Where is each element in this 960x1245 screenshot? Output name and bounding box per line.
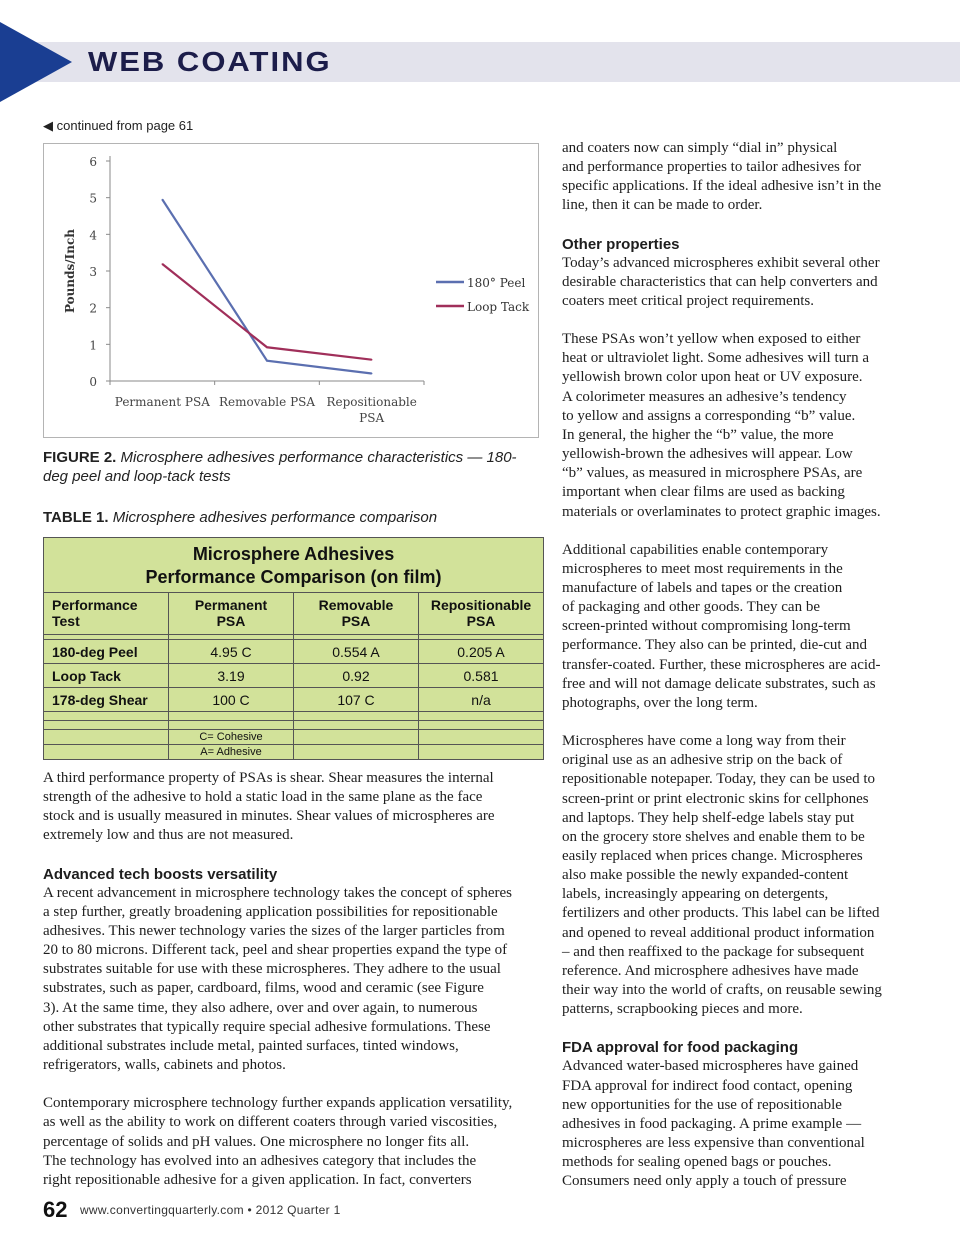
table-caption <box>43 509 437 526</box>
figure-caption <box>43 448 538 486</box>
text-line: Contemporary microsphere technology further expands application versatility, <box>43 1095 513 1112</box>
left-triangle-icon: ◀ <box>43 118 53 133</box>
page-number: 62 <box>43 1197 68 1222</box>
text-line: photographs, over the long term. <box>562 694 758 711</box>
table-cell: 100 C <box>169 688 294 712</box>
section-heading: Other properties <box>562 235 680 253</box>
text-line: A third performance property of PSAs is shear. Shear measures the internal <box>43 770 494 786</box>
text-line: extremely low and thus are not measured. <box>43 827 294 844</box>
table-note: C= Cohesive <box>169 730 294 745</box>
table-caption-text: Microsphere adhesives performance comparison <box>112 509 438 526</box>
paragraph <box>43 1094 543 1190</box>
text-line: FDA approval for indirect food contact, opening <box>562 1077 853 1094</box>
text-line: to yellow and assigns a corresponding “b” value. <box>562 407 856 424</box>
text-line: Microspheres have come a long way from their <box>562 733 846 750</box>
table-row <box>44 664 544 688</box>
table-title-line2: Performance Comparison (on film) <box>145 567 442 587</box>
line-chart <box>44 144 538 437</box>
text-line: and coaters now can simply “dial in” physical <box>562 140 838 156</box>
text-line: patterns, scrapbooking pieces and more. <box>562 1001 803 1018</box>
text-line: of packaging and other goods. They can be <box>562 599 820 616</box>
text-line: The technology has evolved into an adhesives category that includes the <box>43 1152 477 1169</box>
text-line: and performance properties to tailor adhesives for <box>562 159 862 176</box>
text-line: easily replaced when prices change. Microspheres <box>562 848 863 864</box>
legend-label: 180° Peel <box>467 276 526 290</box>
table-note: A= Adhesive <box>169 745 294 760</box>
text-line: These PSAs won’t yellow when exposed to either <box>562 331 861 348</box>
table-cell: Loop Tack <box>44 664 169 688</box>
text-line: also make possible the newly expanded-content <box>562 867 849 884</box>
text-line: their way into the world of crafts, on reusable sewing <box>562 982 882 999</box>
paragraph <box>43 769 543 846</box>
table-title <box>44 538 544 593</box>
text-line: transfer-coated. Further, these microspheres are acid- <box>562 656 881 673</box>
text-line: performance. They also can be printed, die-cut and <box>562 637 868 654</box>
data-point <box>162 263 164 265</box>
text-line: original use as an adhesive strip on the back of <box>562 752 843 769</box>
text-line: additional substrates include metal, painted surfaces, tinted windows, <box>43 1037 459 1054</box>
text-line: “b” values, as measured in microsphere PSAs, are <box>562 465 863 482</box>
text-line: methods for sealing opened bags or pouches. <box>562 1154 832 1171</box>
data-point <box>266 346 268 348</box>
figure-caption-text: Microsphere adhesives performance characteristics — 180-deg peel and loop-tack tests <box>43 449 517 485</box>
paragraph <box>562 139 907 216</box>
right-column <box>562 139 907 1192</box>
table-cell: 0.581 <box>419 664 544 688</box>
text-line: line, then it can be made to order. <box>562 197 763 214</box>
figure-chart <box>43 143 539 438</box>
table-header-row <box>44 593 544 635</box>
text-line: free and will not damage delicate substrates, such as <box>562 675 876 692</box>
text-line: repositionable notepaper. Today, they can be used to <box>562 771 876 788</box>
series-line-looptack <box>162 264 371 360</box>
paragraph <box>562 330 907 522</box>
text-line: adhesives. This newer technology varies the sizes of the larger particles from <box>43 922 505 939</box>
text-line: percentage of solids and pH values. One microsphere no longer fits all. <box>43 1133 470 1150</box>
table-cell: 180-deg Peel <box>44 640 169 664</box>
table-cell: 0.554 A <box>294 640 419 664</box>
footer-info: www.convertingquarterly.com • 2012 Quarter 1 <box>79 1203 341 1217</box>
text-line: screen-printed without compromising long-term <box>562 618 851 635</box>
page-footer <box>43 1197 341 1223</box>
text-line: important when clear films are used as backing <box>562 484 845 501</box>
table-note-row <box>44 745 544 760</box>
y-tick-label: 6 <box>89 155 97 169</box>
section-heading: FDA approval for food packaging <box>562 1039 799 1057</box>
text-line: stock and is usually measured in minutes. Shear values of microspheres are <box>43 808 495 825</box>
y-tick-label: 0 <box>89 375 97 389</box>
text-line: microspheres to meet most requirements in the <box>562 560 843 577</box>
text-line: labels, increasingly appearing on detergents, <box>562 886 829 903</box>
continued-note <box>43 118 193 134</box>
text-line: In general, the higher the “b” value, the more <box>562 426 834 443</box>
text-line: reference. And microsphere adhesives have made <box>562 962 859 979</box>
text-line: refrigerators, walls, cabinets and photos. <box>43 1057 286 1074</box>
y-tick-label: 3 <box>89 265 97 279</box>
continued-text: continued from page 61 <box>56 118 194 133</box>
text-line: other substrates that typically require special adhesive formulations. These <box>43 1018 491 1035</box>
data-point <box>371 373 373 375</box>
text-line: Today’s advanced microspheres exhibit several other <box>562 254 880 271</box>
table-cell: n/a <box>419 688 544 712</box>
table-cell: 107 C <box>294 688 419 712</box>
text-line: Advanced water-based microspheres have gained <box>562 1058 859 1075</box>
header-triangle-icon <box>0 22 80 102</box>
paragraph <box>562 541 907 713</box>
table-header-cell: Removable PSA <box>294 593 419 635</box>
data-point <box>371 359 373 361</box>
table-cell: 4.95 C <box>169 640 294 664</box>
x-tick-label: Repositionable <box>326 395 417 409</box>
table-cell: 0.92 <box>294 664 419 688</box>
text-line: yellowish-brown the adhesives will appear. Low <box>562 446 853 463</box>
text-line: specific applications. If the ideal adhesive isn’t in the <box>562 178 882 195</box>
y-tick-label: 4 <box>89 228 97 243</box>
text-line: Additional capabilities enable contemporary <box>562 541 829 558</box>
data-point <box>162 199 164 201</box>
table-header-cell: Performance Test <box>44 593 169 635</box>
paragraph <box>562 254 907 311</box>
text-line: Consumers need only apply a touch of pressure <box>562 1173 847 1190</box>
text-line: substrates suitable for use with these microspheres. They adhere to the usual <box>43 961 501 978</box>
text-line: A colorimeter measures an adhesive’s tendency <box>562 388 847 405</box>
text-line: A recent advancement in microsphere technology takes the concept of spheres <box>43 884 512 901</box>
table-cell: 3.19 <box>169 664 294 688</box>
paragraph <box>562 1057 907 1191</box>
text-line: on the grocery store shelves and enable them to be <box>562 828 865 845</box>
data-point <box>266 360 268 362</box>
y-axis-title: Pounds/Inch <box>63 228 77 314</box>
table-title-line1: Microsphere Adhesives <box>192 544 395 564</box>
y-tick-label: 1 <box>89 338 97 353</box>
text-line: substrates, such as paper, cardboard, films, wood and ceramic (see Figure <box>43 980 484 997</box>
comparison-table <box>43 537 544 760</box>
section-title: WEB COATING <box>88 45 332 78</box>
y-tick-label: 2 <box>89 301 97 316</box>
figure-label: FIGURE 2. <box>43 449 117 466</box>
text-line: yellowish brown color upon heat or UV exposure. <box>562 369 863 386</box>
text-line: right repositionable adhesive for a given application. In fact, converters <box>43 1171 472 1188</box>
section-heading: Advanced tech boosts versatility <box>43 865 278 883</box>
text-line: as well as the ability to work on different coaters through varied viscosities, <box>43 1114 498 1131</box>
table-header-cell: Permanent PSA <box>169 593 294 635</box>
legend-label: Loop Tack <box>467 300 530 314</box>
text-line: a step further, greatly broadening application possibilities for repositionable <box>43 903 498 920</box>
y-tick-label: 5 <box>89 191 97 206</box>
text-line: fertilizers and other products. This label can be lifted <box>562 905 880 922</box>
table-cell: 0.205 A <box>419 640 544 664</box>
text-line: and opened to reveal additional product information <box>562 924 875 941</box>
x-tick-label: Permanent PSA <box>114 395 210 409</box>
table-cell: 178-deg Shear <box>44 688 169 712</box>
paragraph <box>562 732 907 1019</box>
table-row <box>44 640 544 664</box>
table-row <box>44 688 544 712</box>
text-line: manufacture of labels and tapes or the creation <box>562 579 843 596</box>
text-line: materials or overlaminates to protect graphic images. <box>562 503 881 520</box>
table-header-cell: Repositionable PSA <box>419 593 544 635</box>
text-line: desirable characteristics that can help converters and <box>562 273 878 290</box>
text-line: strength of the adhesive to hold a static load in the same plane as the face <box>43 789 483 806</box>
x-tick-label: Removable PSA <box>218 395 316 409</box>
text-line: coaters meet critical project requirements. <box>562 292 814 309</box>
text-line: new opportunities for the use of repositionable <box>562 1096 842 1113</box>
text-line: microspheres are less expensive than conventional <box>562 1135 865 1152</box>
text-line: adhesives in food packaging. A prime example — <box>562 1115 862 1132</box>
text-line: heat or ultraviolet light. Some adhesives will turn a <box>562 350 870 367</box>
text-line: – and then reaffixed to the package for subsequent <box>562 943 865 960</box>
text-line: 3). At the same time, they also adhere, over and over again, to numerous <box>43 999 478 1016</box>
x-tick-label: PSA <box>359 411 385 425</box>
table-note-row <box>44 730 544 745</box>
left-column <box>43 769 543 1190</box>
table-label: TABLE 1. <box>43 509 109 526</box>
text-line: 20 to 80 microns. Different tack, peel and shear properties expand the type of <box>43 942 508 959</box>
paragraph <box>43 884 543 1076</box>
text-line: and laptops. They help shelf-edge labels stay put <box>562 809 855 826</box>
text-line: screen-print or print electronic skins for cellphones <box>562 790 869 807</box>
